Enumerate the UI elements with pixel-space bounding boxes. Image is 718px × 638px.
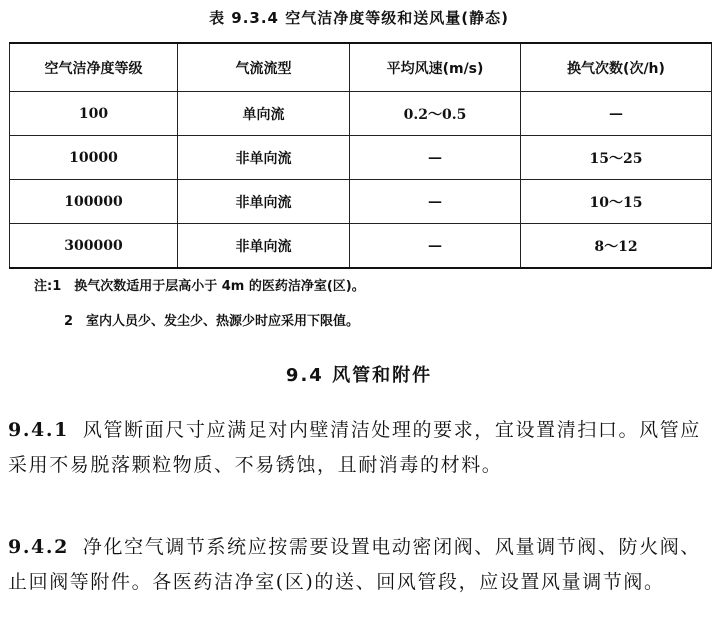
table-cell: — [350,180,521,224]
section-title: 9.4 风管和附件 [285,365,433,386]
table-cell: 10～15 [521,180,712,224]
header-cleanliness-class: 空气洁净度等级 [10,43,178,92]
header-air-change-rate: 换气次数(次/h) [521,43,712,92]
table-row [10,180,712,224]
clause-text: 净化空气调节系统应按需要设置电动密闭阀、风量调节阀、防火阀、止回阀等附件。各医药洁净室(区)的送、回风管段，应设置风量调节阀。 [8,536,701,593]
table-cell: 单向流 [178,92,350,136]
header-average-air-velocity: 平均风速(m/s) [350,43,521,92]
table-note-1 [34,275,365,294]
table-cell: 0.2～0.5 [350,92,521,136]
clause-9-4-1 [8,413,712,483]
note-text: 室内人员少、发尘少、热源少时应采用下限值。 [86,314,360,329]
table-cell: 非单向流 [178,224,350,269]
table-header-row [10,43,712,92]
clause-number: 9.4.1 [8,419,69,441]
note-text: 换气次数适用于层高小于 4m 的医药洁净室(区)。 [74,279,365,294]
table-cell: 300000 [10,224,178,269]
cleanliness-table [9,42,712,269]
table-row [10,224,712,269]
table-cell: 100000 [10,180,178,224]
clause-9-4-2 [8,530,712,600]
table-cell: 非单向流 [178,180,350,224]
note-number: 2 [64,314,74,329]
clause-number: 9.4.2 [8,536,69,558]
note-label: 注: [34,279,53,294]
table-row [10,92,712,136]
table-caption: 表 9.3.4 空气洁净度等级和送风量(静态) [209,9,509,27]
table-note-2 [64,310,359,329]
table-cell: 10000 [10,136,178,180]
table-cell: 非单向流 [178,136,350,180]
table-cell: — [350,224,521,269]
table-row [10,136,712,180]
table-cell: 100 [10,92,178,136]
note-number: 1 [52,279,62,294]
table-cell: — [521,92,712,136]
table-cell: 8～12 [521,224,712,269]
table-cell: — [350,136,521,180]
header-airflow-pattern: 气流流型 [178,43,350,92]
table-cell: 15～25 [521,136,712,180]
clause-text: 风管断面尺寸应满足对内壁清洁处理的要求，宜设置清扫口。风管应采用不易脱落颗粒物质、不易锈蚀，且耐消毒的材料。 [8,419,701,476]
